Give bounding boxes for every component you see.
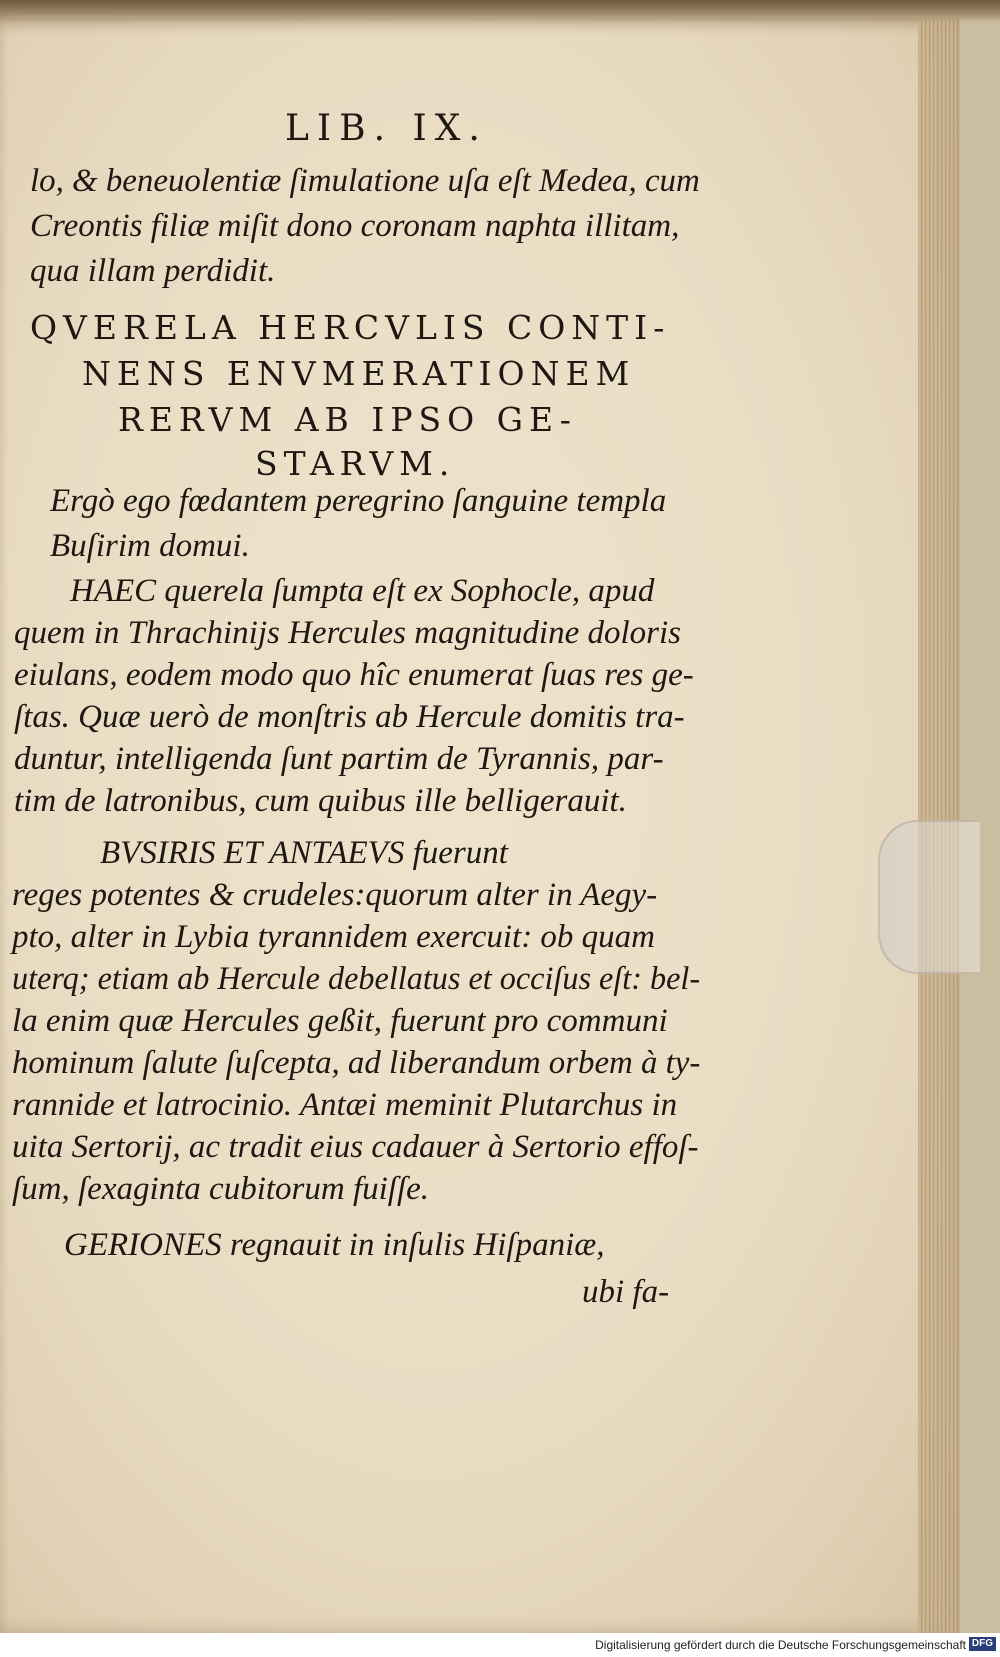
section-heading-line: STARVM. [255, 444, 456, 483]
text-line: reges potentes & crudeles:quorum alter in Aegy- [12, 877, 658, 913]
catchword: ubi fa- [582, 1274, 670, 1310]
page-clip [878, 820, 980, 974]
text-line: eiulans, eodem modo quo hîc enumerat ſuas res ge- [14, 657, 694, 693]
dfg-logo: DFG [969, 1637, 996, 1651]
text-line: uterq; etiam ab Hercule debellatus et occiſus eſt: bel- [12, 961, 701, 997]
text-line: duntur, intelligenda ſunt partim de Tyrannis, par- [14, 741, 664, 777]
text-line: la enim quæ Hercules geßit, fuerunt pro communi [12, 1003, 668, 1039]
section-heading-line: QVERELA HERCVLIS CONTI- [30, 308, 671, 347]
text-line: quem in Thrachinijs Hercules magnitudine doloris [14, 615, 681, 651]
text-line: hominum ſalute ſuſcepta, ad liberandum orbem à ty- [12, 1045, 701, 1081]
text-line: BVSIRIS ET ANTAEVS fuerunt [100, 835, 508, 871]
text-line: lo, & beneuolentiæ ſimulatione uſa eſt Medea, cum [30, 163, 700, 199]
verse-line: Buſirim domui. [50, 528, 250, 564]
section-heading-line: NENS ENVMERATIONEM [82, 354, 636, 393]
section-heading-line: RERVM AB IPSO GE- [118, 400, 577, 439]
text-line: qua illam perdidit. [30, 253, 276, 289]
text-line: ſtas. Quæ uerò de monſtris ab Hercule domitis tra- [14, 699, 685, 735]
text-line: HAEC querela ſumpta eſt ex Sophocle, apud [70, 573, 655, 609]
text-line: GERIONES regnauit in inſulis Hiſpaniæ, [64, 1227, 605, 1263]
running-head: LIB. IX. [285, 108, 488, 149]
verse-line: Ergò ego fœdantem peregrino ſanguine templa [50, 483, 667, 519]
text-line: Creontis filiæ miſit dono coronam naphta illitam, [30, 208, 680, 244]
text-line: rannide et latrocinio. Antæi meminit Plutarchus in [12, 1087, 678, 1123]
text-line: uita Sertorij, ac tradit eius cadauer à Sertorio effoſ- [12, 1129, 699, 1165]
footer-credit: Digitalisierung gefördert durch die Deutsche Forschungsgemeinschaft [595, 1638, 966, 1652]
text-line: pto, alter in Lybia tyrannidem exercuit: ob quam [12, 919, 656, 955]
top-shadow [0, 0, 1000, 22]
text-line: ſum, ſexaginta cubitorum fuiſſe. [12, 1171, 430, 1207]
footer-bar [0, 1633, 1000, 1657]
text-line: tim de latronibus, cum quibus ille belligerauit. [14, 783, 627, 819]
